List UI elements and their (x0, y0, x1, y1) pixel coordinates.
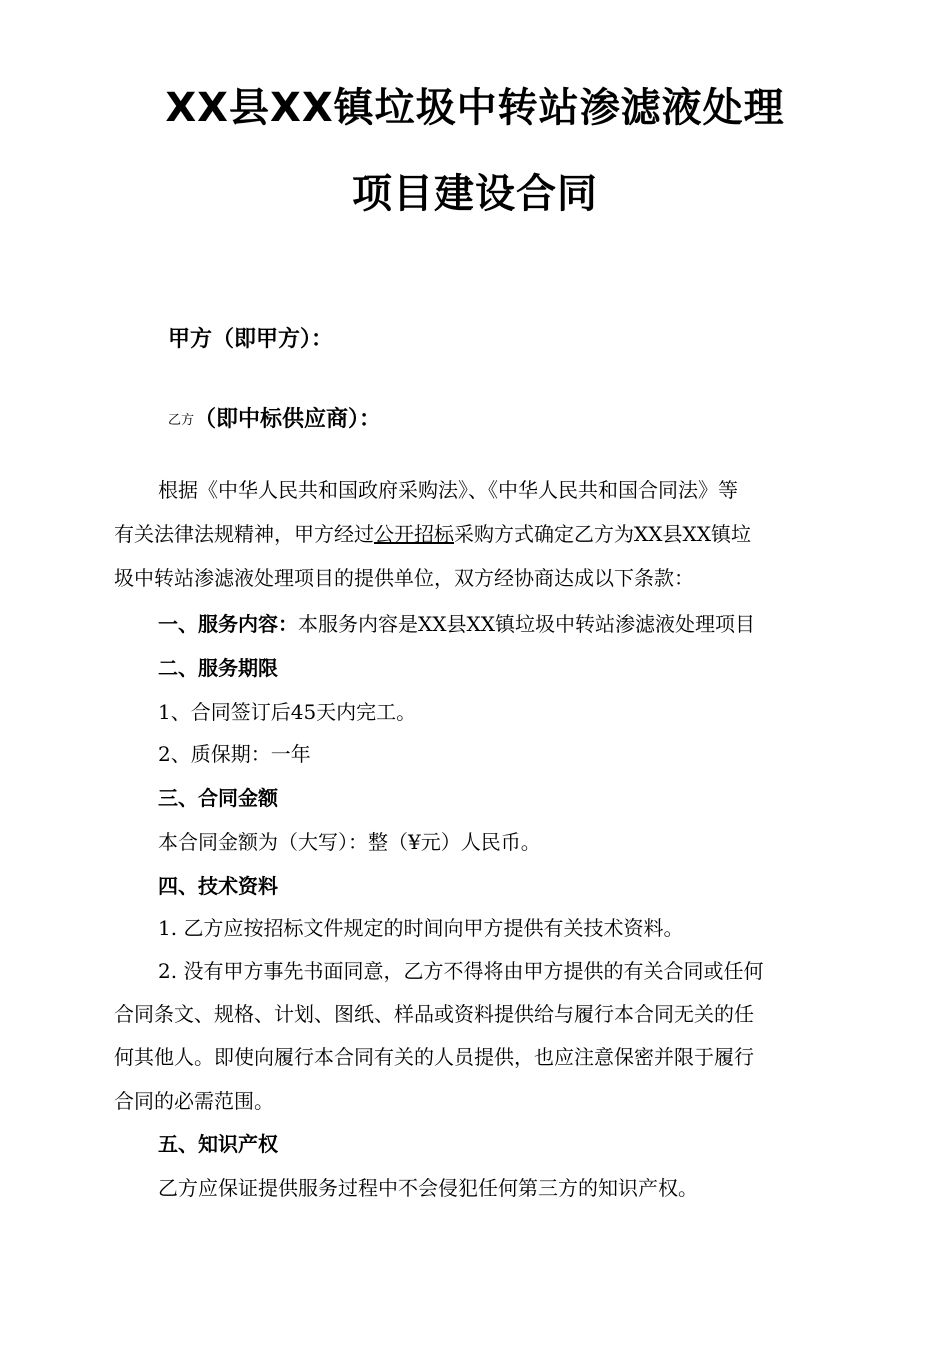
document-title-line-2: 项目建设合同 (352, 171, 598, 217)
section-4-item-2-line-1: 2. 没有甲方事先书面同意，乙方不得将由甲方提供的有关合同或任何 (158, 959, 764, 983)
preamble-line-2-end: 采购方式确定乙方为XX县XX镇垃 (454, 522, 751, 546)
section-2-heading: 二、服务期限 (158, 656, 278, 680)
section-4-item-2-line-2: 合同条文、规格、计划、图纸、样品或资料提供给与履行本合同无关的任 (114, 1002, 754, 1026)
party-b-rest: （即中标供应商）： (194, 407, 382, 432)
preamble-line-2 (114, 520, 844, 548)
party-a-label: 甲方（即甲方）： (168, 327, 334, 352)
section-5-text: 乙方应保证提供服务过程中不会侵犯任何第三方的知识产权。 (158, 1176, 698, 1200)
preamble-line-3: 圾中转站渗滤液处理项目的提供单位，双方经协商达成以下条款： (114, 566, 694, 590)
section-3-text: 本合同金额为（大写）：整（¥元）人民币。 (158, 830, 541, 854)
preamble-line-2-start: 有关法律法规精神，甲方经过 (114, 522, 374, 546)
procurement-method: 公开招标 (374, 522, 454, 546)
preamble-line-1: 根据《中华人民共和国政府采购法》、《中华人民共和国合同法》等 (158, 478, 738, 502)
section-3-heading: 三、合同金额 (158, 786, 278, 810)
section-4-item-2-line-4: 合同的必需范围。 (114, 1089, 274, 1113)
party-b-prefix: 乙方 (168, 413, 195, 428)
section-1-text: 本服务内容是XX县XX镇垃圾中转站渗滤液处理项目 (298, 612, 755, 636)
section-1-heading: 一、服务内容： (158, 612, 298, 636)
section-4-heading: 四、技术资料 (158, 874, 278, 898)
section-4-item-1: 1. 乙方应按招标文件规定的时间向甲方提供有关技术资料。 (158, 916, 684, 940)
document-title-line-1: XX县XX镇垃圾中转站渗滤液处理 (165, 85, 785, 131)
section-5-heading: 五、知识产权 (158, 1132, 278, 1156)
section-1 (158, 610, 844, 638)
party-b-label (168, 405, 381, 436)
section-2-item-2: 2、质保期：一年 (158, 742, 311, 766)
section-4-item-2-line-3: 何其他人。即使向履行本合同有关的人员提供，也应注意保密并限于履行 (114, 1045, 754, 1069)
section-2-item-1: 1、合同签订后45天内完工。 (158, 700, 417, 724)
